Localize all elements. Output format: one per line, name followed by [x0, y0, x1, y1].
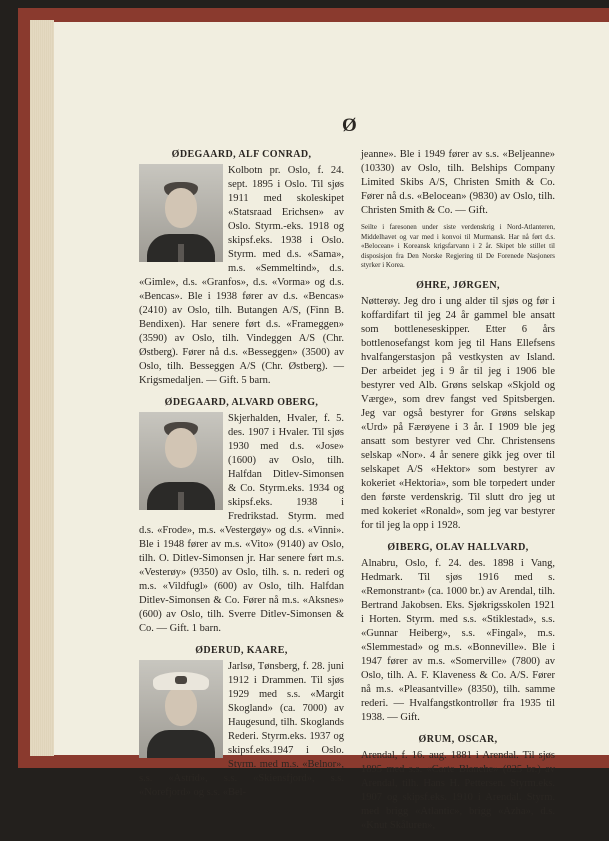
entry-name: ØIBERG, OLAV HALLVARD, [387, 541, 529, 553]
entry-text: Arendal, f. 16. aug. 1881 i Arendal. Til sjøs 1895 med s.s. «Carte Blanche» (825 br.) av Arendal, tilh. Hans H. Pettersen. Styrm.eks. 1907 og skipsf.eks. 1910 i Arendal. Styrm. med brigg «Atlantic», brigg «Azha», d.s. «Knut Skåluren», [361, 749, 555, 831]
biography-entry [361, 279, 555, 533]
biography-entry [361, 733, 555, 833]
entry-footnote: Seilte i faresonen under siste verdenskrig i Nord-Atlanteren, Middelhavet og var med i konvoi til Murmansk. Har nå ført d.s. «Belocean» i Koreansk krigsfarvann i 2 år. Skipet ble stillet til disposisjon fra Den Norske Regjering til De Forenede Nasjoners styrker i Korea. [361, 223, 555, 269]
entry-text: Skjerhalden, Hvaler, f. 5. des. 1907 i Hvaler. Til sjøs 1930 med d.s. «Jose» (1600) av Oslo, tilh. Halfdan Ditlev-Simonsen & Co. Styrm.eks. 1934 og skipsf.eks. 1938 i Fredrikstad. Styrm. med d.s. «Frode», m.s. «Vestergøy» og d.s. «Vinni». Ble i 1948 fører av m.s. «Vito» (9140) av Oslo, tilh. O. Ditlev-Simonsen jr. Har senere ført m.s. «Vesterøy» (9350) av Oslo, tilh. s. n. rederi og m.s. «Vildfugl» (600) av Oslo, tilh. Halfdan Ditlev-Simonsen & Co. Fører nå m.s. «Aksnes» (600) av Oslo, tilh. Sverre Ditlev-Simonsen & Co. — Gift. 1 barn. [139, 413, 344, 634]
entry-text: Alnabru, Oslo, f. 24. des. 1898 i Vang, Hedmark. Til sjøs 1916 med s. «Remonstrant» (ca. 1000 br.) av Arendal, tilh. Bertrand Jakobsen. Eks. Sjøkrigsskolen 1921 i Horten. Styrm. med s.s. «Stiklestad», s.s. «Gunnar Heiberg», s.s. «Fingal», m.s. «Slemmestad» og m.s. «Bonneville». Ble i 1947 fører av m.s. «Somerville» (7800) av Oslo, tilh. A. F. Klaveness & Co. A/S. Fører nå m.s. «Pleasantville» (8350), tilh. samme rederi. — Hvalfangstkontrollør fra 1935 til 1938. — Gift. [361, 557, 555, 723]
portrait-photo [139, 164, 223, 262]
entry-name: ØDEGAARD, ALF CONRAD, [171, 149, 312, 160]
biography-entry [361, 541, 555, 725]
left-column [139, 148, 344, 808]
entry-name: ØHRE, JØRGEN, [416, 279, 500, 291]
biography-entry [139, 148, 344, 388]
entry-name: ØDERUD, KAARE, [195, 645, 288, 656]
biography-entry [139, 644, 344, 800]
entry-text: jeanne». Ble i 1949 fører av s.s. «Beljeanne» (10330) av Oslo, tilh. Belships Company Limited Skibs A/S, Christen Smith & Co. Fører nå d.s. «Belocean» (9830) av Oslo, tilh. Christen Smith & Co. — Gift. [361, 149, 555, 216]
entry-name: ØRUM, OSCAR, [418, 733, 498, 745]
right-column [361, 148, 555, 841]
captain-photo [139, 660, 223, 758]
entry-text: Jarlsø, Tønsberg, f. 28. juni 1912 i Drammen. Til sjøs 1929 med s.s. «Margit Skogland» (ca. 7000) av Haugesund, tilh. Skoglands Rederi. Styrm.eks. 1937 og skipsf.eks.1947 i Oslo. Styrm. med m.s. «Belnor», s.s. «Astrid», s.s. «Skiensfjord», s.s. «Norefjord» og s.s. «Bel- [139, 661, 344, 798]
entry-text: Nøtterøy. Jeg dro i ung alder til sjøs og før i koffardifart til jeg 24 år gammel ble ansatt som bottleneseskipper. Etter 6 års bottlenosefangst kom jeg til Hans Ellefsens hvalfangerstasjon på vestkysten av Island. Der arbeidet jeg i 9 år til jeg i 1906 ble bestyrer ved Alb. Grøns selskap «Skjold og Værge», som drev fangst ved Spitsbergen. Jeg var også bestyrer for Grøns selskap «Urd» på Færøyene i 3 år. I 1909 ble jeg ansatt som bestyrer ved Chr. Christensens selskap «Nor». 4 år senere gikk jeg over til selskapet A/S «Hektor» som bestyrer av kokeriet «Hektoria», som ble torpedert under den første verdenskrig. Til slutt dro jeg ut med kokeriet «Ronald», som jeg var bestyrer for til jeg la opp i 1928. [361, 295, 555, 531]
portrait-photo [139, 412, 223, 510]
entry-name: ØDEGAARD, ALVARD OBERG, [164, 397, 319, 408]
biography-entry [361, 148, 555, 271]
biography-entry [139, 396, 344, 636]
page-edges [30, 20, 54, 756]
section-letter: Ø [342, 115, 357, 136]
entry-text: Kolbotn pr. Oslo, f. 24. sept. 1895 i Oslo. Til sjøs 1911 med skoleskipet «Statsraad Erichsen» av Oslo. Styrm.-eks. 1918 og skipsf.eks. 1938 i Oslo. Styrm. med d.s. «Sama», m.s. «Semmeltind», d.s. «Gimle», d.s. «Granfos», d.s. «Vorma» og d.s. «Bencas». Ble i 1938 fører av d.s. «Bencas» (2410) av Oslo, tilh. Butangen A/S, (Finn B. Bendixen). Har senere ført d.s. «Frameggen» (3590) av Oslo, tilh. Vindeggen A/S (Chr. Østberg). Fører nå d.s. «Besseggen» (3500) av Oslo, tilh. Besseggen A/S (Chr. Østberg). — Krigsmedaljen. — Gift. 5 barn. [139, 165, 344, 386]
